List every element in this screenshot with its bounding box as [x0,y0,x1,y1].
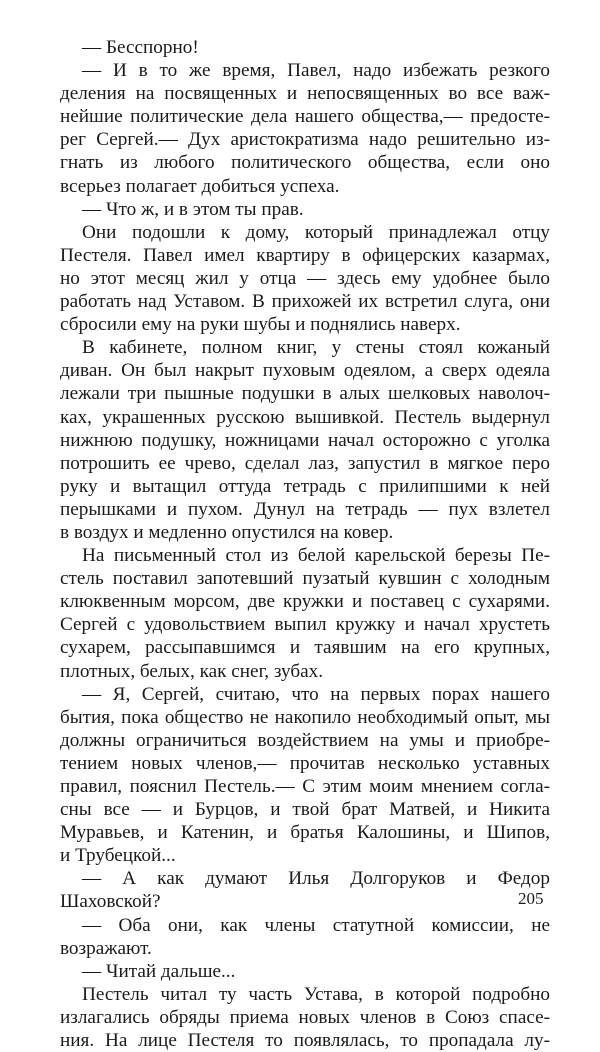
text-line: правил, пояснил Пестель.— С этим моим мнением согла- [60,776,550,797]
text-line: лежали три пышные подушки в алых шелковых наволоч- [60,383,550,405]
text-line: потрошить ее чрево, сделал лаз, запустил в мягкое перо [60,452,550,474]
text-line: На письменный стол из белой карельской березы Пе- [82,545,550,567]
text-line: нижнюю подушку, ножницами начал осторожно с уголка [60,429,550,451]
text-line: всерьез полагает добиться успеха. [60,175,340,197]
text-line: руку и вытащил оттуда тетрадь с прилипшими к ней [60,475,550,497]
text-line: — Я, Сергей, считаю, что на первых порах нашего [82,683,550,705]
text-line: ния. На лице Пестеля то появлялась, то пропадала лу- [60,1030,550,1052]
page-number: 205 [518,889,544,908]
text-line: — А как думают Илья Долгоруков и Федор [82,868,550,890]
text-line: Шаховской? [60,891,161,913]
text-line: гнать из любого политического общества, если оно [60,152,550,174]
text-line: — Читай дальше... [82,960,236,982]
text-line: сбросили ему на руки шубы и поднялись наверх. [60,314,461,336]
text-line: и Трубецкой... [60,845,176,867]
text-line: — И в то же время, Павел, надо избежать резкого [82,60,550,82]
text-line: ках, украшенных русскою вышивкой. Пестель выдернул [60,406,550,428]
text-line: Они подошли к дому, который принадлежал отцу [82,221,550,243]
text-line: бытия, пока общество не накопило необходимый опыт, мы [60,706,550,728]
text-line: рег Сергей.— Дух аристократизма надо решительно из- [60,129,550,151]
text-line: в воздух и медленно опустился на ковер. [60,521,394,543]
text-line: В кабинете, полном книг, у стены стоял кожаный [82,337,550,359]
text-line: нейшие политические дела нашего общества,— предосте- [60,106,550,128]
text-line: излагались обряды приема новых членов в Союз спасе- [60,1006,550,1028]
text-line: Пестель читал ту часть Устава, в которой подробно [82,983,550,1005]
text-line: перышками и пухом. Дунул на тетрадь — пух взлетел [60,498,550,520]
text-line: — Бесспорно! [82,37,199,58]
text-line: должны ограничиться воздействием на умы и приобре- [60,729,550,751]
text-line: плотных, белых, как снег, зубах. [60,660,324,682]
text-line: возражают. [60,937,152,959]
text-line: Муравьев, и Катенин, и братья Калошины, и Шипов, [60,822,550,844]
text-line: диван. Он был накрыт пуховым одеялом, а сверх одеяла [60,360,550,382]
text-line: — Оба они, как члены статутной комиссии, не [82,914,550,936]
text-line: тением новых членов,— прочитав несколько уставных [60,752,550,774]
text-line: стель поставил запотевший пузатый кувшин с холодным [60,568,550,590]
text-line: работать над Уставом. В прихожей их встретил слуга, они [60,291,550,313]
text-line: сны все — и Бурцов, и твой брат Матвей, и Никита [60,799,550,821]
text-line: клюквенным морсом, две кружки и поставец с сухарями. [60,591,550,613]
text-line: сухарем, рассыпавшимся и таявшим на его крупных, [60,637,550,659]
book-page-body [60,36,550,1052]
text-line: Пестеля. Павел имел квартиру в офицерских казармах, [60,244,550,266]
text-line: но этот месяц жил у отца — здесь ему удобнее было [60,267,550,289]
text-line: деления на посвященных и непосвященных во все важ- [60,83,550,105]
text-line: — Что ж, и в этом ты прав. [82,198,304,220]
text-line: Сергей с удовольствием выпил кружку и начал хрустеть [60,614,550,636]
